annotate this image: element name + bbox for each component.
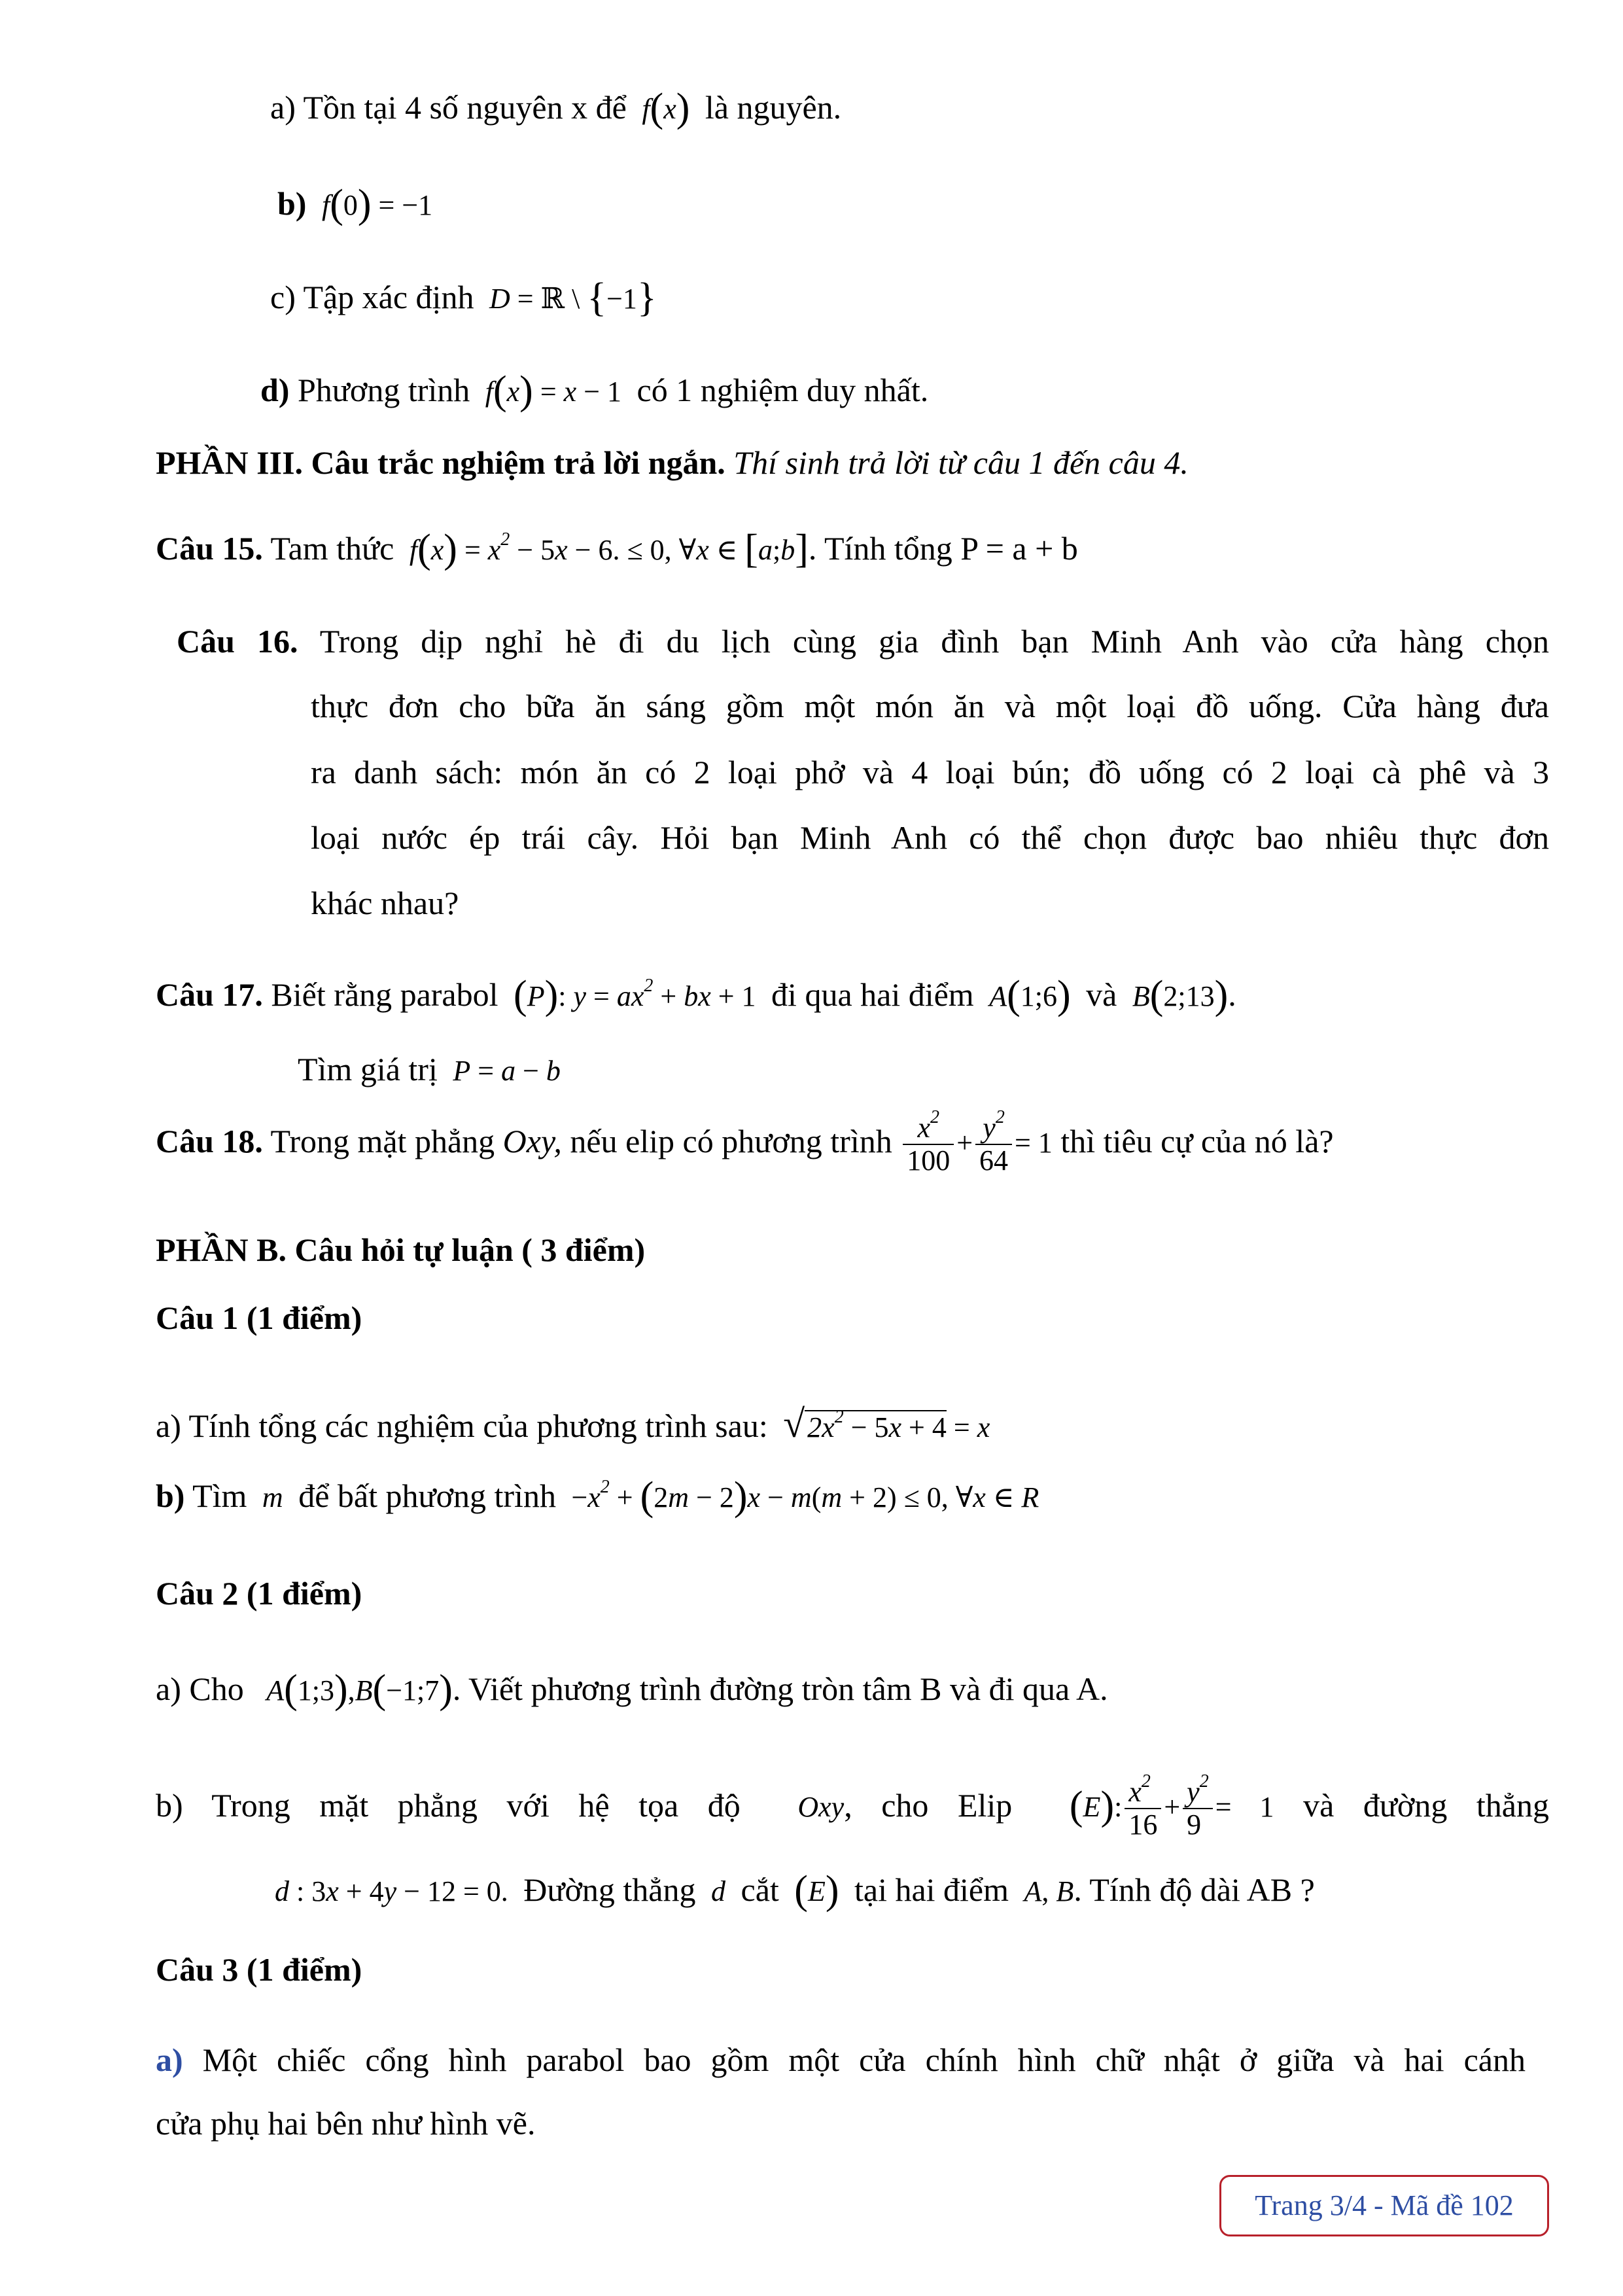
math-p-a-b: P = a − b [445, 1055, 561, 1087]
question-18: Câu 18. Trong mặt phẳng Oxy, nếu elip có phương trình $\frac{x^2}{100}$ + $\frac{y^2}{64}$ = 1 thì tiêu cự của nó là? [156, 1107, 1334, 1177]
question-16-line-4: loại nước ép trái cây. Hỏi bạn Minh Anh có thể chọn được bao nhiêu thực đơn [311, 819, 1549, 856]
math-point-a: A(1;6) [982, 973, 1071, 1017]
math-ellipse-e: (E): [1069, 1783, 1123, 1828]
footer-text: Trang 3/4 - Mã đề 102 [1255, 2189, 1514, 2221]
math-fx-eq: f(x) = x − 1 [478, 368, 622, 413]
question-17-line-2: Tìm giá trị P = a − b [298, 1051, 561, 1087]
part3-heading: PHẦN III. Câu trắc nghiệm trả lời ngắn. Thí sinh trả lời từ câu 1 đến câu 4. [156, 444, 1189, 481]
page-footer-badge [1219, 2175, 1549, 2236]
c2-heading: Câu 2 (1 điểm) [156, 1575, 362, 1612]
math-f0: f(0) = −1 [314, 182, 433, 226]
item-a: a) Tồn tại 4 số nguyên x để f(x) là nguyên. [270, 86, 842, 130]
c2-a: a) Cho A(1;3),B(−1;7). Viết phương trình đường tròn tâm B và đi qua A. [156, 1667, 1108, 1712]
math-fx: f(x) [635, 86, 690, 130]
partB-heading: PHẦN B. Câu hỏi tự luận ( 3 điểm) [156, 1231, 646, 1268]
question-17: Câu 17. Biết rằng parabol (P): $y = ax^2$ + bx + 1 đi qua hai điểm A(1;6) và B(2;13). [156, 973, 1236, 1017]
c2-b: b) Trong mặt phẳng với hệ tọa độ Oxy, cho Elip (E): $\frac{x^2}{16}$ + $\frac{y^2}{9}$ = 1 và đường thẳng [156, 1771, 1549, 1841]
question-16-line-2: thực đơn cho bữa ăn sáng gồm một món ăn và một loại đồ uống. Cửa hàng đưa [311, 688, 1549, 724]
math-point-b: B(2;13) [1125, 973, 1229, 1017]
c1-a: a) Tính tổng các nghiệm của phương trình sau: $√2x^2 - 5x + 4 = x$ [156, 1402, 990, 1445]
fraction-x2-100: $\frac{x^2}{100}$ [903, 1112, 954, 1177]
question-16-line-5: khác nhau? [311, 885, 459, 921]
c3-a-line-2: cửa phụ hai bên như hình vẽ. [156, 2105, 536, 2142]
math-inequality: $-x^2 + (2m - 2)x - m(m + 2) \le 0$, ∀x ∈ R [571, 1474, 1039, 1519]
question-15: Câu 15. Tam thức $f(x) = x^2 - 5x - 6$. ≤ 0, ∀x ∈ [a;b]. Tính tổng P = a + b [156, 527, 1078, 571]
item-d: d) Phương trình f(x) = x − 1 có 1 nghiệm duy nhất. [260, 368, 929, 413]
item-b: b) f(0) = −1 [277, 182, 433, 226]
c3-a-line-1: a) Một chiếc cổng hình parabol bao gồm một cửa chính hình chữ nhật ở giữa và hai cánh [156, 2041, 1526, 2078]
math-q15: $f(x) = x^2 - 5x - 6$. ≤ 0, ∀x ∈ [a;b] [402, 527, 809, 571]
c3-heading: Câu 3 (1 điểm) [156, 1951, 362, 1988]
math-parabola: (P): $y = ax^2$ + bx + 1 [514, 973, 756, 1017]
math-sqrt-eq: $√2x^2 - 5x + 4 = x$ [783, 1402, 990, 1445]
question-16-line-3: ra danh sách: món ăn có 2 loại phở và 4 loại bún; đồ uống có 2 loại cà phê và 3 [311, 754, 1549, 790]
c1-b: b) Tìm m để bất phương trình $-x^2 + (2m - 2)x - m(m + 2) \le 0$, ∀x ∈ R [156, 1474, 1039, 1519]
c2-b-line-2: d : 3x + 4y − 12 = 0. Đường thẳng d cắt (E) tại hai điểm A, B. Tính độ dài AB ? [275, 1868, 1315, 1913]
math-points-ab: A(1;3),B(−1;7) [252, 1667, 453, 1712]
question-16-line-1: Câu 16. Trong dịp nghỉ hè đi du lịch cùng gia đình bạn Minh Anh vào cửa hàng chọn [177, 623, 1549, 660]
fraction-y2-9: $\frac{y^2}{9}$ [1183, 1776, 1213, 1841]
math-line-d: d : 3x + 4y − 12 = 0. [275, 1875, 508, 1907]
item-c: c) Tập xác định D = ℝ \ {−1} [270, 275, 657, 320]
fraction-x2-16: $\frac{x^2}{16}$ [1125, 1776, 1161, 1841]
fraction-y2-64: $\frac{y^2}{64}$ [975, 1112, 1012, 1177]
math-domain: D = ℝ \ {−1} [481, 275, 657, 320]
c1-heading: Câu 1 (1 điểm) [156, 1299, 362, 1336]
